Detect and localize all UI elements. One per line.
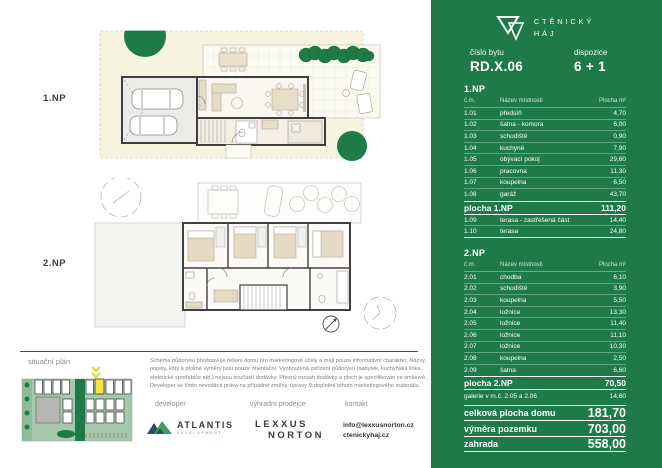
room-number: 2.05 <box>464 320 477 328</box>
col-area: Plocha m² <box>598 98 626 104</box>
section-divider <box>20 351 418 352</box>
brand-logo <box>464 13 626 43</box>
room-number: 1.07 <box>464 179 477 187</box>
room-number: 1.06 <box>464 167 477 175</box>
floor2-section-title: 2.NP <box>464 247 486 258</box>
summary-value: 558,00 <box>587 437 626 452</box>
table-row <box>464 342 626 354</box>
table-row <box>464 120 626 132</box>
room-number: 1.03 <box>464 132 477 140</box>
table-row <box>464 143 626 155</box>
compass-icon <box>323 316 339 332</box>
room-number: 2.07 <box>464 343 477 351</box>
terrace-dining-set <box>219 48 247 71</box>
unit-header <box>470 48 626 74</box>
floor2-plan-label: 2.NP <box>43 258 67 269</box>
room-number: 1.02 <box>464 121 477 129</box>
room-area: 43,70 <box>609 191 626 199</box>
floorplan-1np <box>90 25 390 165</box>
table-row <box>464 272 626 284</box>
summary-label: zahrada <box>464 439 499 450</box>
garage-roof <box>95 223 185 327</box>
table-row <box>464 307 626 319</box>
map-green-blob <box>57 430 75 438</box>
table-row <box>464 178 626 190</box>
table-row <box>464 365 626 377</box>
room-area: 13,30 <box>609 308 626 316</box>
room-name: garáž <box>500 191 517 199</box>
highlight-arrow-icon <box>92 367 100 377</box>
contact-block <box>343 421 414 440</box>
contact-email-link[interactable]: info@lexxusnorton.cz <box>343 422 414 429</box>
contact-website-link[interactable]: ctenickyhaj.cz <box>343 431 390 439</box>
summary-row <box>464 406 626 422</box>
room-name: schodiště <box>500 285 528 293</box>
contact-label: kontakt <box>345 401 368 408</box>
room-number: 2.01 <box>464 273 477 281</box>
room-number: 1.08 <box>464 191 477 199</box>
room-name: chodba <box>500 273 522 281</box>
room-name: ložnice <box>500 331 521 339</box>
disposition-value: 6 + 1 <box>574 59 606 74</box>
unit-number-value: RD.X.06 <box>470 59 524 74</box>
table-row <box>464 215 626 227</box>
brand-logo-icon <box>496 14 526 42</box>
room-number: 2.02 <box>464 285 477 293</box>
summary-block <box>464 405 626 453</box>
floorplan-2np <box>90 178 400 343</box>
gallery-row <box>464 390 626 402</box>
summary-value: 181,70 <box>587 406 626 421</box>
room-area: 6,10 <box>613 273 626 281</box>
room-area: 6,00 <box>613 121 626 129</box>
col-num: č.m. <box>464 261 476 268</box>
room-name: kuchyně <box>500 144 525 152</box>
map-building <box>36 397 60 423</box>
room-name: ložnice <box>500 343 521 351</box>
room-number: 1.01 <box>464 109 477 117</box>
table-row <box>464 154 626 166</box>
site-map <box>20 363 134 444</box>
room-name: terasa <box>500 228 519 236</box>
room-area: 10,30 <box>609 343 626 351</box>
room-area: 11,40 <box>610 320 626 328</box>
info-sidebar <box>431 0 662 468</box>
room-area: 0,90 <box>613 132 626 140</box>
total-label: plocha 2.NP <box>464 378 513 389</box>
room-number: 2.04 <box>464 308 477 316</box>
room-name: koupelna <box>500 179 527 187</box>
gallery-label: galerie v m.č. 2.05 a 2.06 <box>464 392 537 400</box>
seller-logo <box>255 420 324 440</box>
room-area: 6,50 <box>613 179 626 187</box>
entry-porch <box>226 145 251 158</box>
terrace-below-sketch <box>198 183 361 223</box>
room-area: 3,90 <box>613 285 626 293</box>
table-row <box>464 284 626 296</box>
room-number: 2.08 <box>464 354 477 362</box>
room-number: 2.09 <box>464 366 477 374</box>
table-row <box>464 108 626 120</box>
disposition-label: dispozice <box>574 48 608 57</box>
developer-name: ATLANTIS <box>177 419 234 430</box>
highlighted-unit <box>95 379 104 394</box>
clip-band <box>95 25 370 31</box>
room-area: 29,60 <box>609 156 626 164</box>
room-name: předsíň <box>500 109 522 117</box>
floor1-section-title: 1.NP <box>464 84 486 94</box>
col-num: č.m. <box>464 98 476 104</box>
summary-row <box>464 437 626 453</box>
room-name: šatna - komora <box>500 121 544 129</box>
col-area: Plocha m² <box>598 261 626 268</box>
table-row <box>464 166 626 178</box>
atlantis-mountain-icon <box>147 419 173 435</box>
gallery-area: 14,60 <box>609 392 626 400</box>
tree-sketch-icon <box>101 178 141 217</box>
situation-plan-title: situační plán <box>28 357 71 366</box>
total-value: 111,20 <box>600 202 626 213</box>
room-name: terasa - zastřešená část <box>500 216 570 224</box>
room-number: 2.03 <box>464 296 477 304</box>
map-green-strip <box>75 379 85 441</box>
room-area: 6,60 <box>613 366 626 374</box>
table-row <box>464 353 626 365</box>
col-name: Název místnosti <box>500 261 543 268</box>
tree-sketch-icon <box>364 297 396 329</box>
total-value: 70,50 <box>604 378 626 389</box>
seller-label: výhradní prodejce <box>250 401 306 408</box>
floor1-plan-label: 1.NP <box>43 93 67 104</box>
table-row <box>464 330 626 342</box>
floor1-total-row <box>464 201 626 215</box>
table-row <box>464 295 626 307</box>
room-area: 24,80 <box>609 228 626 236</box>
developer-subtitle: DEVELOPMENT <box>177 430 223 435</box>
room-number: 1.09 <box>464 216 477 224</box>
room-name: obývací pokoj <box>500 156 540 164</box>
summary-row <box>464 421 626 437</box>
room-name: ložnice <box>500 308 521 316</box>
col-name: Název místnosti <box>500 98 543 104</box>
room-area: 7,90 <box>613 144 626 152</box>
table-row <box>464 189 626 201</box>
room-name: pracovna <box>500 167 527 175</box>
room-number: 1.04 <box>464 144 477 152</box>
room-name: ložnice <box>500 320 521 328</box>
room-number: 1.10 <box>464 228 477 236</box>
room-area: 11,10 <box>610 331 626 339</box>
room-area: 14,40 <box>609 216 626 224</box>
table-header <box>464 260 626 272</box>
room-area: 11,30 <box>610 167 626 175</box>
total-label: plocha 1.NP <box>464 202 513 213</box>
table-header <box>464 96 626 108</box>
seller-name-line2: NORTON <box>268 429 324 441</box>
room-area: 2,50 <box>613 354 626 362</box>
summary-label: výměra pozemku <box>464 423 538 434</box>
room-number: 1.05 <box>464 156 477 164</box>
developer-label: developer <box>155 401 186 408</box>
room-name: koupelna <box>500 296 527 304</box>
table-row <box>464 226 626 238</box>
summary-value: 703,00 <box>587 421 626 436</box>
room-number: 2.06 <box>464 331 477 339</box>
room-name: šatna <box>500 366 516 374</box>
summary-label: celková plocha domu <box>464 408 556 419</box>
brand-name-line1: CTĚNICKÝ <box>533 17 595 27</box>
table-row <box>464 318 626 330</box>
room-name: schodiště <box>500 132 528 140</box>
room-area: 5,50 <box>613 296 626 304</box>
disclaimer-text: Schéma půdorysu představuje řešení domu pro marketingové účely a mají pouze informativní charakter. Názvy, popisy, kóty a plošné výměry jsou pouze orientační. Vyobrazená zařízení půdorysu (nábytek, kuchyňská linka, elektrické spotřebiče atd.) nejsou součástí dodávky. Přesný rozsah dodávky a ploch je specifikován ve smlouvě. Developer se tímto nevzdává práva na případné změny, úpravy či doplnění tohoto marketingového materiálu. <box>150 358 427 390</box>
table-row <box>464 131 626 143</box>
unit-number-label: číslo bytu <box>470 48 504 57</box>
seller-name-line1: LEXXUS <box>255 419 309 430</box>
tree-icon <box>337 131 367 161</box>
brand-name-line2: HÁJ <box>533 29 557 38</box>
floor2-total-row <box>464 376 626 390</box>
developer-logo <box>147 419 234 435</box>
room-area: 4,70 <box>613 109 626 117</box>
room-name: koupelna <box>500 354 527 362</box>
